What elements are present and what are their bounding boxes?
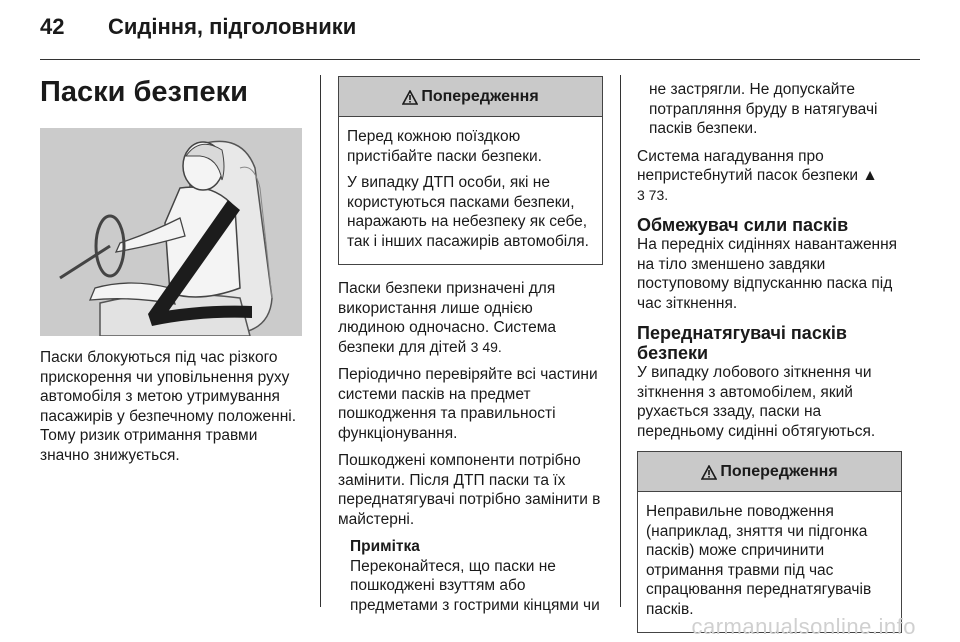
column-divider-2 xyxy=(620,75,621,607)
note-block xyxy=(338,537,603,615)
paragraph-replace: Пошкоджені компоненти потрібно замінити. Після ДТП паски та їх переднатягувачі потрібно замінити в майстерні. xyxy=(338,452,601,528)
column-2 xyxy=(338,76,603,615)
pretensioner-text: У випадку лобового зіткнення чи зіткнення з автомобілем, який рухається ззаду, паски на передньому сидінні обтягуються. xyxy=(637,364,876,440)
page-reference[interactable]: 3 49. xyxy=(470,338,502,355)
heading-pretensioner: Переднатягувачі пасків безпеки xyxy=(637,323,847,363)
warning-box-1 xyxy=(338,76,603,265)
page-header xyxy=(40,14,356,44)
seatbelt-illustration xyxy=(40,128,302,336)
paragraph-check: Періодично перевіряйте всі частини системи пасків на предмет пошкодження та правильності функціонування. xyxy=(338,366,598,442)
heading-limiter: Обмежувач сили пасків xyxy=(637,215,849,235)
note-continuation: не застрягли. Не допускайте потрапляння бруду в натягувачі пасків безпеки. xyxy=(649,81,878,137)
warning-header-1 xyxy=(339,77,602,117)
warning-text-1: Перед кожною поїздкою пристібайте паски безпеки. xyxy=(347,128,542,165)
warning-text-2: У випадку ДТП особи, які не користуються пасками безпеки, наражають на небезпеку як себе, так і інших пасажирів автомобіля. xyxy=(347,174,589,250)
chapter-title: Сидіння, підголовники xyxy=(108,14,357,39)
seatbelt-icon: ▲ xyxy=(862,167,878,184)
page-number: 42 xyxy=(40,14,65,39)
note-label: Примітка xyxy=(350,538,420,555)
footer-watermark: carmanualsonline.info xyxy=(691,614,916,639)
column-3 xyxy=(637,80,902,633)
warning-header-2 xyxy=(638,452,901,492)
intro-text: Паски блокуються під час різкого прискорення чи уповільнення руху автомобіля з метою утримування пасажирів у безпечному положенні. Тому ризик отримання травми значно знижується. xyxy=(40,349,296,464)
warning-label: Попередження xyxy=(421,87,539,105)
column-1 xyxy=(40,348,310,473)
paragraph-usage: Паски безпеки призначені для використання лише однією людиною одночасно. Система безпеки для дітей 3 49. xyxy=(338,280,556,356)
page-reference[interactable]: 3 73. xyxy=(637,186,669,203)
warning-label: Попередження xyxy=(720,462,838,480)
warning-icon xyxy=(701,465,717,480)
warning-text-3: Неправильне поводження (наприклад, зняття чи підгонка пасків) може спричинити отримання травми під час спрацювання переднатягувачів пасків. xyxy=(646,503,872,618)
header-rule xyxy=(40,59,920,60)
warning-box-2 xyxy=(637,451,902,633)
column-divider-1 xyxy=(320,75,321,607)
warning-icon xyxy=(402,90,418,105)
reminder-text: Система нагадування про непристебнутий пасок безпеки ▲ 3 73. xyxy=(637,147,878,203)
limiter-text: На передніх сидіннях навантаження на тіло зменшено завдяки поступовому відпусканню паска під час зіткнення. xyxy=(637,236,898,312)
section-title: Паски безпеки xyxy=(40,76,248,108)
note-text: Переконайтеся, що паски не пошкоджені взуттям або предметами з гострими кінцями чи xyxy=(350,557,600,614)
